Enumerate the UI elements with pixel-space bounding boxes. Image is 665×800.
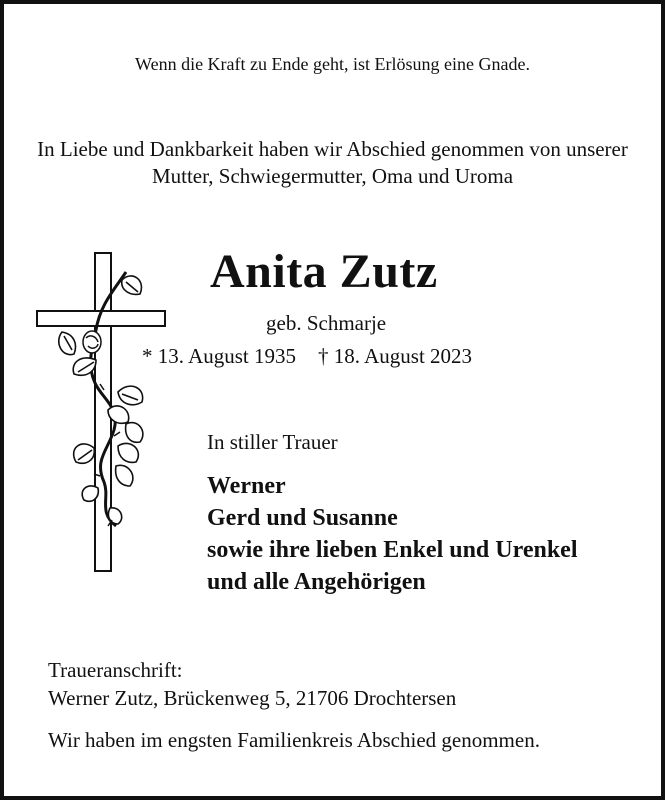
motto-text: Wenn die Kraft zu Ende geht, ist Erlösung eine Gnade. [135, 54, 530, 74]
address-text: Werner Zutz, Brückenweg 5, 21706 Drochtersen [48, 686, 457, 710]
mourning-address [48, 656, 456, 712]
address-label: Traueranschrift: [48, 658, 183, 682]
cross-with-rose-icon [34, 250, 174, 580]
mourner-entry: Gerd und Susanne [207, 505, 398, 531]
mourner-entry: Werner [207, 473, 286, 499]
closing-text: Wir haben im engsten Familienkreis Abschied genommen. [48, 728, 540, 752]
death-date: † 18. August 2023 [318, 344, 473, 368]
intro-text: In Liebe und Dankbarkeit haben wir Abschied genommen von unserer Mutter, Schwiegermutter, Oma und Uroma [37, 137, 628, 188]
mourners-list [207, 470, 578, 598]
mourner-entry: und alle Angehörigen [207, 569, 426, 595]
birth-date: * 13. August 1935 [142, 344, 297, 368]
mourner-entry: sowie ihre lieben Enkel und Urenkel [207, 537, 578, 563]
birth-name: geb. Schmarje [266, 311, 387, 335]
deceased-name: Anita Zutz [210, 245, 438, 298]
mourning-line: In stiller Trauer [207, 430, 338, 454]
life-dates [142, 344, 472, 369]
